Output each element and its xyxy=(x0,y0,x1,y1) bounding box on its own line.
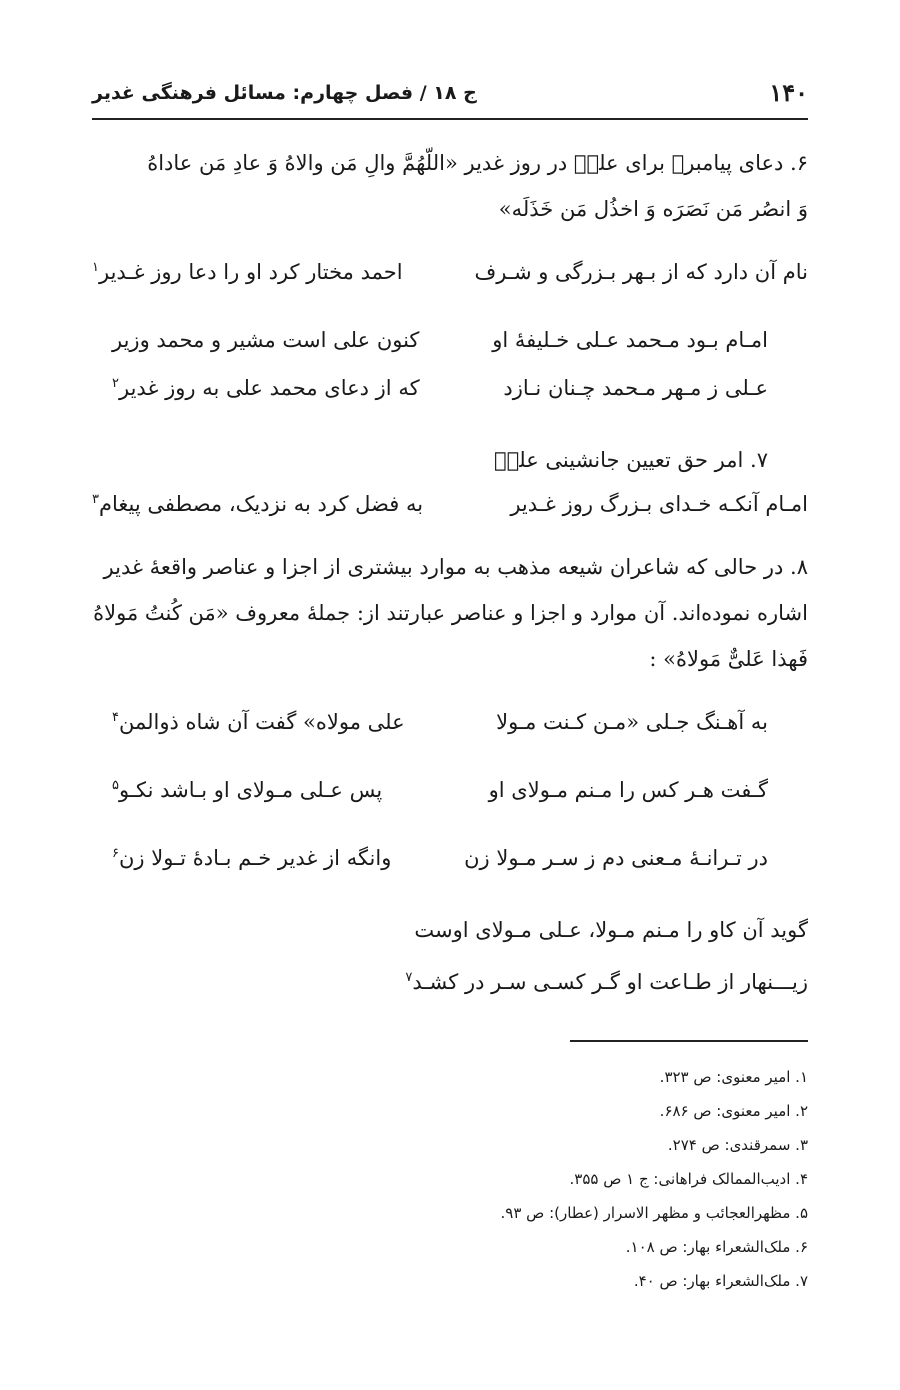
section-8-line-3: فَهذا عَلیٌّ مَولاهُ» : xyxy=(649,647,808,671)
footnote-ref: ۴ xyxy=(112,710,119,725)
section-8-text xyxy=(92,544,808,682)
footnote-7: ۷. ملک‌الشعراء بهار: ص ۴۰. xyxy=(633,1272,808,1290)
poem-couplet-4 xyxy=(92,702,808,750)
page-number: ۱۴۰ xyxy=(769,78,808,107)
footnote-ref: ۵ xyxy=(112,778,119,793)
hemistich-left: وانگه از غدیر خـم بـادهٔ تـولا زن$^۶$ xyxy=(112,846,392,870)
footnote-6: ۶. ملک‌الشعراء بهار: ص ۱۰۸. xyxy=(625,1238,808,1256)
hemistich-right: به آهـنگ جـلی «مـن کـنت مـولا xyxy=(496,710,768,734)
running-title: ج ۱۸ / فصل چهارم: مسائل فرهنگی غدیر xyxy=(92,82,477,104)
section-8-line-2: اشاره نموده‌اند. آن موارد و اجزا و عناصر عبارتند از: جملهٔ معروف «مَن کُنتُ مَولاهُ xyxy=(93,601,808,625)
header-rule xyxy=(92,118,808,120)
page-header xyxy=(92,72,808,112)
poem-couplet-1 xyxy=(92,252,808,300)
footnote-5: ۵. مظهرالعجائب و مظهر الاسرار (عطار): ص ۹۳. xyxy=(500,1204,808,1222)
hemistich-left: احمد مختار کرد او را دعا روز غـدیر$^۱$ xyxy=(92,260,403,284)
poem-couplet-6 xyxy=(92,838,808,886)
footnote-2: ۲. امیر معنوی: ص ۶۸۶. xyxy=(659,1102,808,1120)
section-6-line-2: وَ انصُر مَن نَصَرَه وَ اخذُل مَن خَذَلَه» xyxy=(498,197,808,221)
section-6-text xyxy=(92,140,808,232)
poem-couplet-5 xyxy=(92,770,808,818)
footnote-4: ۴. ادیب‌الممالک فراهانی: ج ۱ ص ۳۵۵. xyxy=(569,1170,808,1188)
section-6-line-1: ۶. دعای پیامبرﷺ برای علیؑ در روز غدیر «اللّهُمَّ والِ مَن والاهُ وَ عادِ مَن عاداهُ xyxy=(147,151,808,175)
hemistich-right: عـلی ز مـهر مـحمد چـنان نـازد xyxy=(503,376,768,400)
footnote-ref: ۲ xyxy=(112,376,119,391)
poem-couplet-3 xyxy=(92,484,808,532)
hemistich-left: که از دعای محمد علی به روز غدیر$^۲$ xyxy=(112,376,420,400)
main-content xyxy=(92,140,808,1006)
hemistich-left: علی مولاه» گفت آن شاه ذوالمن$^۴$ xyxy=(112,710,405,734)
hemistich-right: گـفت هـر کس را مـنم مـولای او xyxy=(488,778,768,802)
footnote-ref: ۳ xyxy=(92,492,99,507)
hemistich-right: امـام آنکـه خـدای بـزرگ روز غـدیر xyxy=(510,492,808,516)
hemistich-right: امـام بـود مـحمد عـلی خـلیفهٔ او xyxy=(492,328,768,352)
section-7-title: ۷. امر حق تعیین جانشینی علیؑ xyxy=(494,448,768,472)
poem-couplet-2b xyxy=(92,368,808,416)
footnote-ref: ۱ xyxy=(92,260,99,275)
footnote-rule xyxy=(570,1040,808,1042)
hemistich-right: نام آن دارد که از بـهر بـزرگی و شـرف xyxy=(474,260,808,284)
footnote-3: ۳. سمرقندی: ص ۲۷۴. xyxy=(667,1136,808,1154)
hemistich-left: کنون علی است مشیر و محمد وزیر xyxy=(112,328,420,352)
footnotes xyxy=(208,1060,808,1298)
poem-line-7a: گوید آن کاو را مـنم مـولا، عـلی مـولای اوست xyxy=(414,918,808,942)
hemistich-left: به فضل کرد به نزدیک، مصطفی پیغام$^۳$ xyxy=(92,492,424,516)
poem-line-7b: زیـــنهار از طـاعت او گـر کسـی سـر در کشـد$^۷$ xyxy=(405,970,808,994)
footnote-ref: ۶ xyxy=(112,846,119,861)
footnote-1: ۱. امیر معنوی: ص ۳۲۳. xyxy=(659,1068,808,1086)
hemistich-right: در تـرانـهٔ مـعنی دم ز سـر مـولا زن xyxy=(464,846,768,870)
poem-couplet-2a xyxy=(92,320,808,368)
hemistich-left: پس عـلی مـولای او بـاشد نکـو$^۵$ xyxy=(112,778,383,802)
footnote-ref: ۷ xyxy=(405,970,413,985)
section-8-line-1: ۸. در حالی که شاعران شیعه مذهب به موارد بیشتری از اجزا و عناصر واقعهٔ غدیر xyxy=(103,555,808,579)
